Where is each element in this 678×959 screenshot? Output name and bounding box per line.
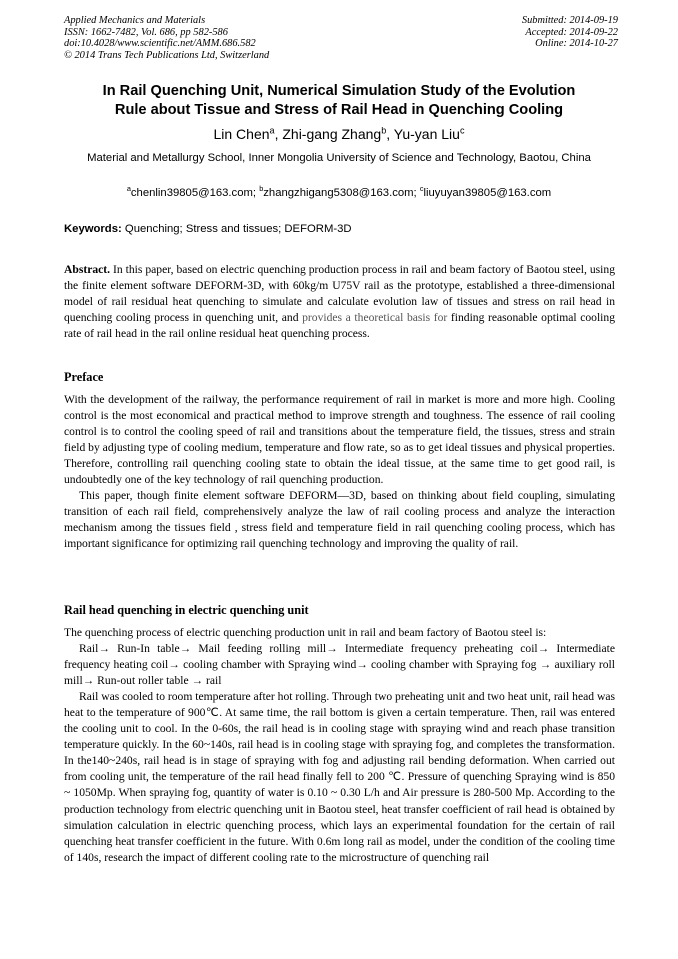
- abstract-highlight: provides a theoretical basis for: [302, 311, 448, 325]
- email-address[interactable]: liuyuyan39805@163.com: [423, 187, 552, 199]
- author-separator: ,: [386, 126, 394, 142]
- abstract-text: In this paper, based on electric quenching production process in rail and beam factory of Baotou steel, using the finite element software DEFORM-3D, with 60kg/m U75V rail as the prototype, established a three-dimensional model of rail residual heat quenching to simulate and calculate evolution law of tissues and stress on rail head in quenching cooling process in quenching unit, and: [64, 263, 615, 325]
- section-paragraph-3: Rail was cooled to room temperature after hot rolling. Through two preheating unit and two heat unit, rail head was heat to the temperature of 900℃. At same time, the rail bottom is given a certain temperature. Then, rail was entered the cooling unit to cool. In the 0-60s, the rail head is in cooling stage with spraying wind and reach phase transition temperature quickly. In the 60~140s, rail head is in cooling stage with spraying fog, and completes the transformation. In the140~240s, rail head is in stage of spraying with fog and adjusting rail bending deformation. When carried out from cooling unit, the temperature of the rail head finally fell to 200 ℃. Pressure of quenching Spraying wind is 850 ~ 1050Mp. When spraying fog, quantity of water is 0.10 ~ 0.30 L/h and Air pressure is 280-500 Mp. According to the production technology from electric quenching unit in Baotou steel, heat transfer coefficient of rail head is obtained by simulation calculation in electric quenching process, which lays an experimental foundation for the certain of rail quenching heat transfer coefficient in the future. With 0.6m long rail as model, under the condition of the cooling time of 140s, research the impact of different cooling rate to the microstructure of quenching rail: [64, 690, 615, 864]
- author-mark: b: [381, 125, 387, 136]
- author-name: Lin Chen: [213, 126, 270, 142]
- dates-header: [522, 15, 618, 50]
- abstract-label: Abstract.: [64, 263, 111, 276]
- email-mark: a: [126, 184, 131, 194]
- author-name: Zhi-gang Zhang: [282, 126, 382, 142]
- keywords-text: Quenching; Stress and tissues; DEFORM-3D: [121, 223, 352, 235]
- journal-header: [64, 15, 269, 61]
- email-address[interactable]: zhangzhigang5308@163.com;: [263, 187, 420, 199]
- accepted-date: Accepted: 2014-09-22: [525, 26, 618, 38]
- author-mark: c: [459, 125, 465, 136]
- section-paragraph-2: Rail→ Run-In table→ Mail feeding rolling mill→ Intermediate frequency preheating coil→ Intermediate frequency heating coil→ cooling chamber with Spraying wind→ cooling chamber with Spraying fog → auxiliary roll mill→ Run-out roller table → rail: [64, 642, 615, 688]
- copyright-line: © 2014 Trans Tech Publications Ltd, Switzerland: [64, 49, 270, 61]
- email-list: [40, 186, 638, 200]
- preface-body: [64, 392, 615, 552]
- doi-line: doi:10.4028/www.scientific.net/AMM.686.582: [64, 38, 256, 50]
- keywords-label: Keywords:: [64, 223, 122, 235]
- email-address[interactable]: chenlin39805@163.com;: [130, 187, 260, 199]
- author-mark: a: [269, 125, 275, 136]
- preface-paragraph-2: This paper, though finite element software DEFORM—3D, based on thinking about field coupling, simulating transition of each rail field, comprehensively analyze the law of rail cooling process and analyze the interaction mechanism among the tissues field , stress field and temperature field in rail quenching cooling process, which has important significance for optimizing rail quenching technology and improving the quality of rail.: [64, 489, 615, 551]
- title-line-1: In Rail Quenching Unit, Numerical Simulation Study of the Evolution: [102, 83, 576, 99]
- submitted-date: Submitted: 2014-09-19: [521, 15, 618, 26]
- journal-name: Applied Mechanics and Materials: [64, 15, 206, 26]
- email-mark: c: [419, 184, 424, 194]
- email-mark: b: [259, 184, 264, 194]
- keywords: [64, 222, 614, 236]
- abstract: [64, 262, 615, 342]
- author-list: [40, 125, 638, 143]
- author-name: Yu-yan Liu: [393, 126, 460, 142]
- preface-heading: Preface: [64, 370, 104, 384]
- issn-line: ISSN: 1662-7482, Vol. 686, pp 582-586: [64, 26, 228, 38]
- title-line-2: Rule about Tissue and Stress of Rail Head in Quenching Cooling: [114, 102, 564, 118]
- affiliation: Material and Metallurgy School, Inner Mongolia University of Science and Technology, Baotou, China: [87, 152, 591, 164]
- section-body: [64, 625, 615, 866]
- abstract-text-end: finding reasonable optimal cooling rate of rail head in the rail online residual heat quenching process.: [64, 311, 615, 341]
- preface-paragraph-1: With the development of the railway, the performance requirement of rail in market is more and more high. Cooling control is the most economical and practical method to improve strength and toughness. The essence of rail cooling control is to control the cooling speed of rail and transitions about the temperature field, the tissues, stress and strain field by adjusting type of cooling medium, temperature and flow rate, so as to get ideal tissues and physical properties. Therefore, controlling rail quenching cooling state to obtain the ideal tissue, at the same time to get good rail, is undoubtedly one of the key technology of rail quenching production.: [64, 393, 615, 487]
- section-paragraph-1: The quenching process of electric quenching production unit in rail and beam factory of Baotou steel is:: [64, 626, 547, 639]
- author-separator: ,: [274, 126, 283, 142]
- paper-title: [40, 82, 638, 120]
- online-date: Online: 2014-10-27: [535, 38, 618, 50]
- section-heading-rail-head: Rail head quenching in electric quenching unit: [64, 603, 309, 617]
